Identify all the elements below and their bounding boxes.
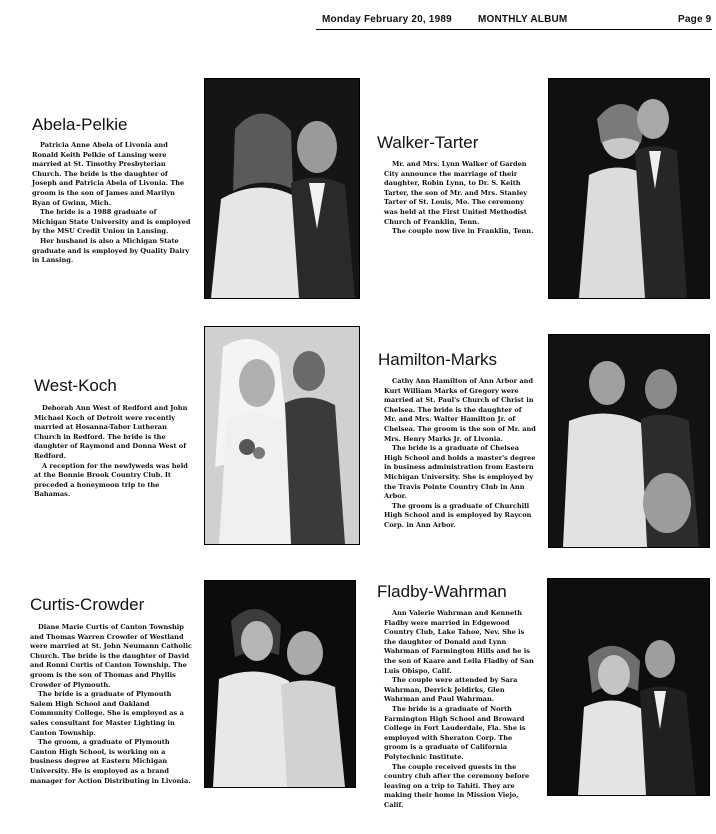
paragraph: The couple were attended by Sara Wahrman, Derrick Jeldirks, Glen Wahrman and Paul Wahrman. [384,676,518,704]
wedding-photo [204,580,356,788]
announcement-body [384,377,536,531]
paragraph: The bride is a graduate of North Farmington High School and Broward College in Fort Lauderdale, Fla. She is employed with Sheraton Corp. The groom is a graduate of California Polytechnic Institute. [384,704,526,761]
announcement-body [30,623,192,786]
paragraph: Cathy Ann Hamilton of Ann Arbor and Kurt William Marks of Gregory were married at St. Paul's Church of Christ in Chelsea. The bride is the daughter of Mr. and Mrs. Walter Hamilton Jr. of Chelsea. The groom is the son of Mr. and Mrs. Henry Marks Jr. of Livonia. [384,377,536,443]
page-number: Page 9 [678,14,712,25]
announcement-title: Curtis-Crowder [30,595,145,614]
paragraph: The bride is a 1988 graduate of Michigan State University and is employed by the MSU Credit Union in Lansing. [32,208,191,236]
paragraph: The bride is a graduate of Plymouth Salem High School and Oakland Community College. She is employed as a sales consultant for Master Lighting in Canton Township. [30,690,184,737]
paragraph: Ann Valerie Wahrman and Kenneth Fladby were married in Edgewood Country Club, Lake Tahoe, Nev. She is the daughter of Donald and Lynn Wahrman of Farmington Hills and he is the son of Kaare and Leila Fladby of San Luis Obispo, Calif. [384,609,534,675]
wedding-photo [548,334,710,548]
paragraph: Her husband is also a Michigan State graduate and is employed by Quality Dairy in Lansing. [32,236,190,265]
announcement-body [384,609,534,810]
paragraph: The couple received guests in the country club after the ceremony before leaving on a trip to Tahiti. They are making their home in Mission Viejo, Calif. [384,762,530,809]
announcement-title: Abela-Pelkie [32,115,128,134]
paragraph: Deborah Ann West of Redford and John Michael Koch of Detroit were recently married at Hosanna-Tabor Lutheran Church in Redford. The bride is the daughter of Raymond and Donna West of Redford. [34,404,188,460]
announcement-body [34,404,192,500]
paragraph: Mr. and Mrs. Lynn Walker of Garden City announce the marriage of their daughter, Robin Lynn, to Dr. S. Keith Tarter, the son of Mr. and Mrs. Stanley Tarter of St. Louis, Mo. The ceremony was held at the First United Methodist Church of Franklin, Tenn. [384,160,528,226]
wedding-photo [547,578,710,796]
announcement-title: Walker-Tarter [377,133,479,152]
wedding-photo [204,326,360,545]
section-name: MONTHLY ALBUM [478,14,568,25]
wedding-photo [548,78,710,299]
announcement-title: Hamilton-Marks [378,350,498,369]
wedding-photo [204,78,360,299]
paragraph: Patricia Anne Abela of Livonia and Ronald Keith Pelkie of Lansing were married at St. Timothy Presbyterian Church. The bride is the daughter of Joseph and Patricia Abela of Livonia. The groom is the son of James and Marilyn Ryan of Gwinn, Mich. [32,141,185,207]
announcement-title: Fladby-Wahrman [377,582,507,601]
paragraph: A reception for the newlyweds was held at the Bonnie Brook Country Club. It preceded a honeymoon trip to the Bahamas. [34,461,188,499]
announcement-body [32,141,192,266]
announcement-body [384,160,534,237]
paragraph: The bride is a graduate of Chelsea High School and holds a master's degree in business administration from Eastern Michigan University. She is employed by the Travis Pointe Country Club in Ann Arbor. [384,444,536,501]
announcement-title: West-Koch [34,376,117,395]
issue-date: Monday February 20, 1989 [322,14,452,25]
paragraph: Diane Marie Curtis of Canton Township and Thomas Warren Crowder of Westland were married at St. John Neumann Catholic Church. The bride is the daughter of David and Ronni Curtis of Canton Township. The groom is the son of Thomas and Phyllis Crowder of Plymouth. [30,623,192,689]
header-rule [316,29,712,30]
paragraph: The groom, a graduate of Plymouth Canton High School, is working on a business degree at Eastern Michigan University. He is employed as a brand manager for Action Distributing in Livonia. [30,738,191,785]
paragraph: The couple now live in Franklin, Tenn. [392,227,534,236]
paragraph: The groom is a graduate of Churchill High School and is employed by Raycon Corp. in Ann Arbor. [384,501,532,529]
